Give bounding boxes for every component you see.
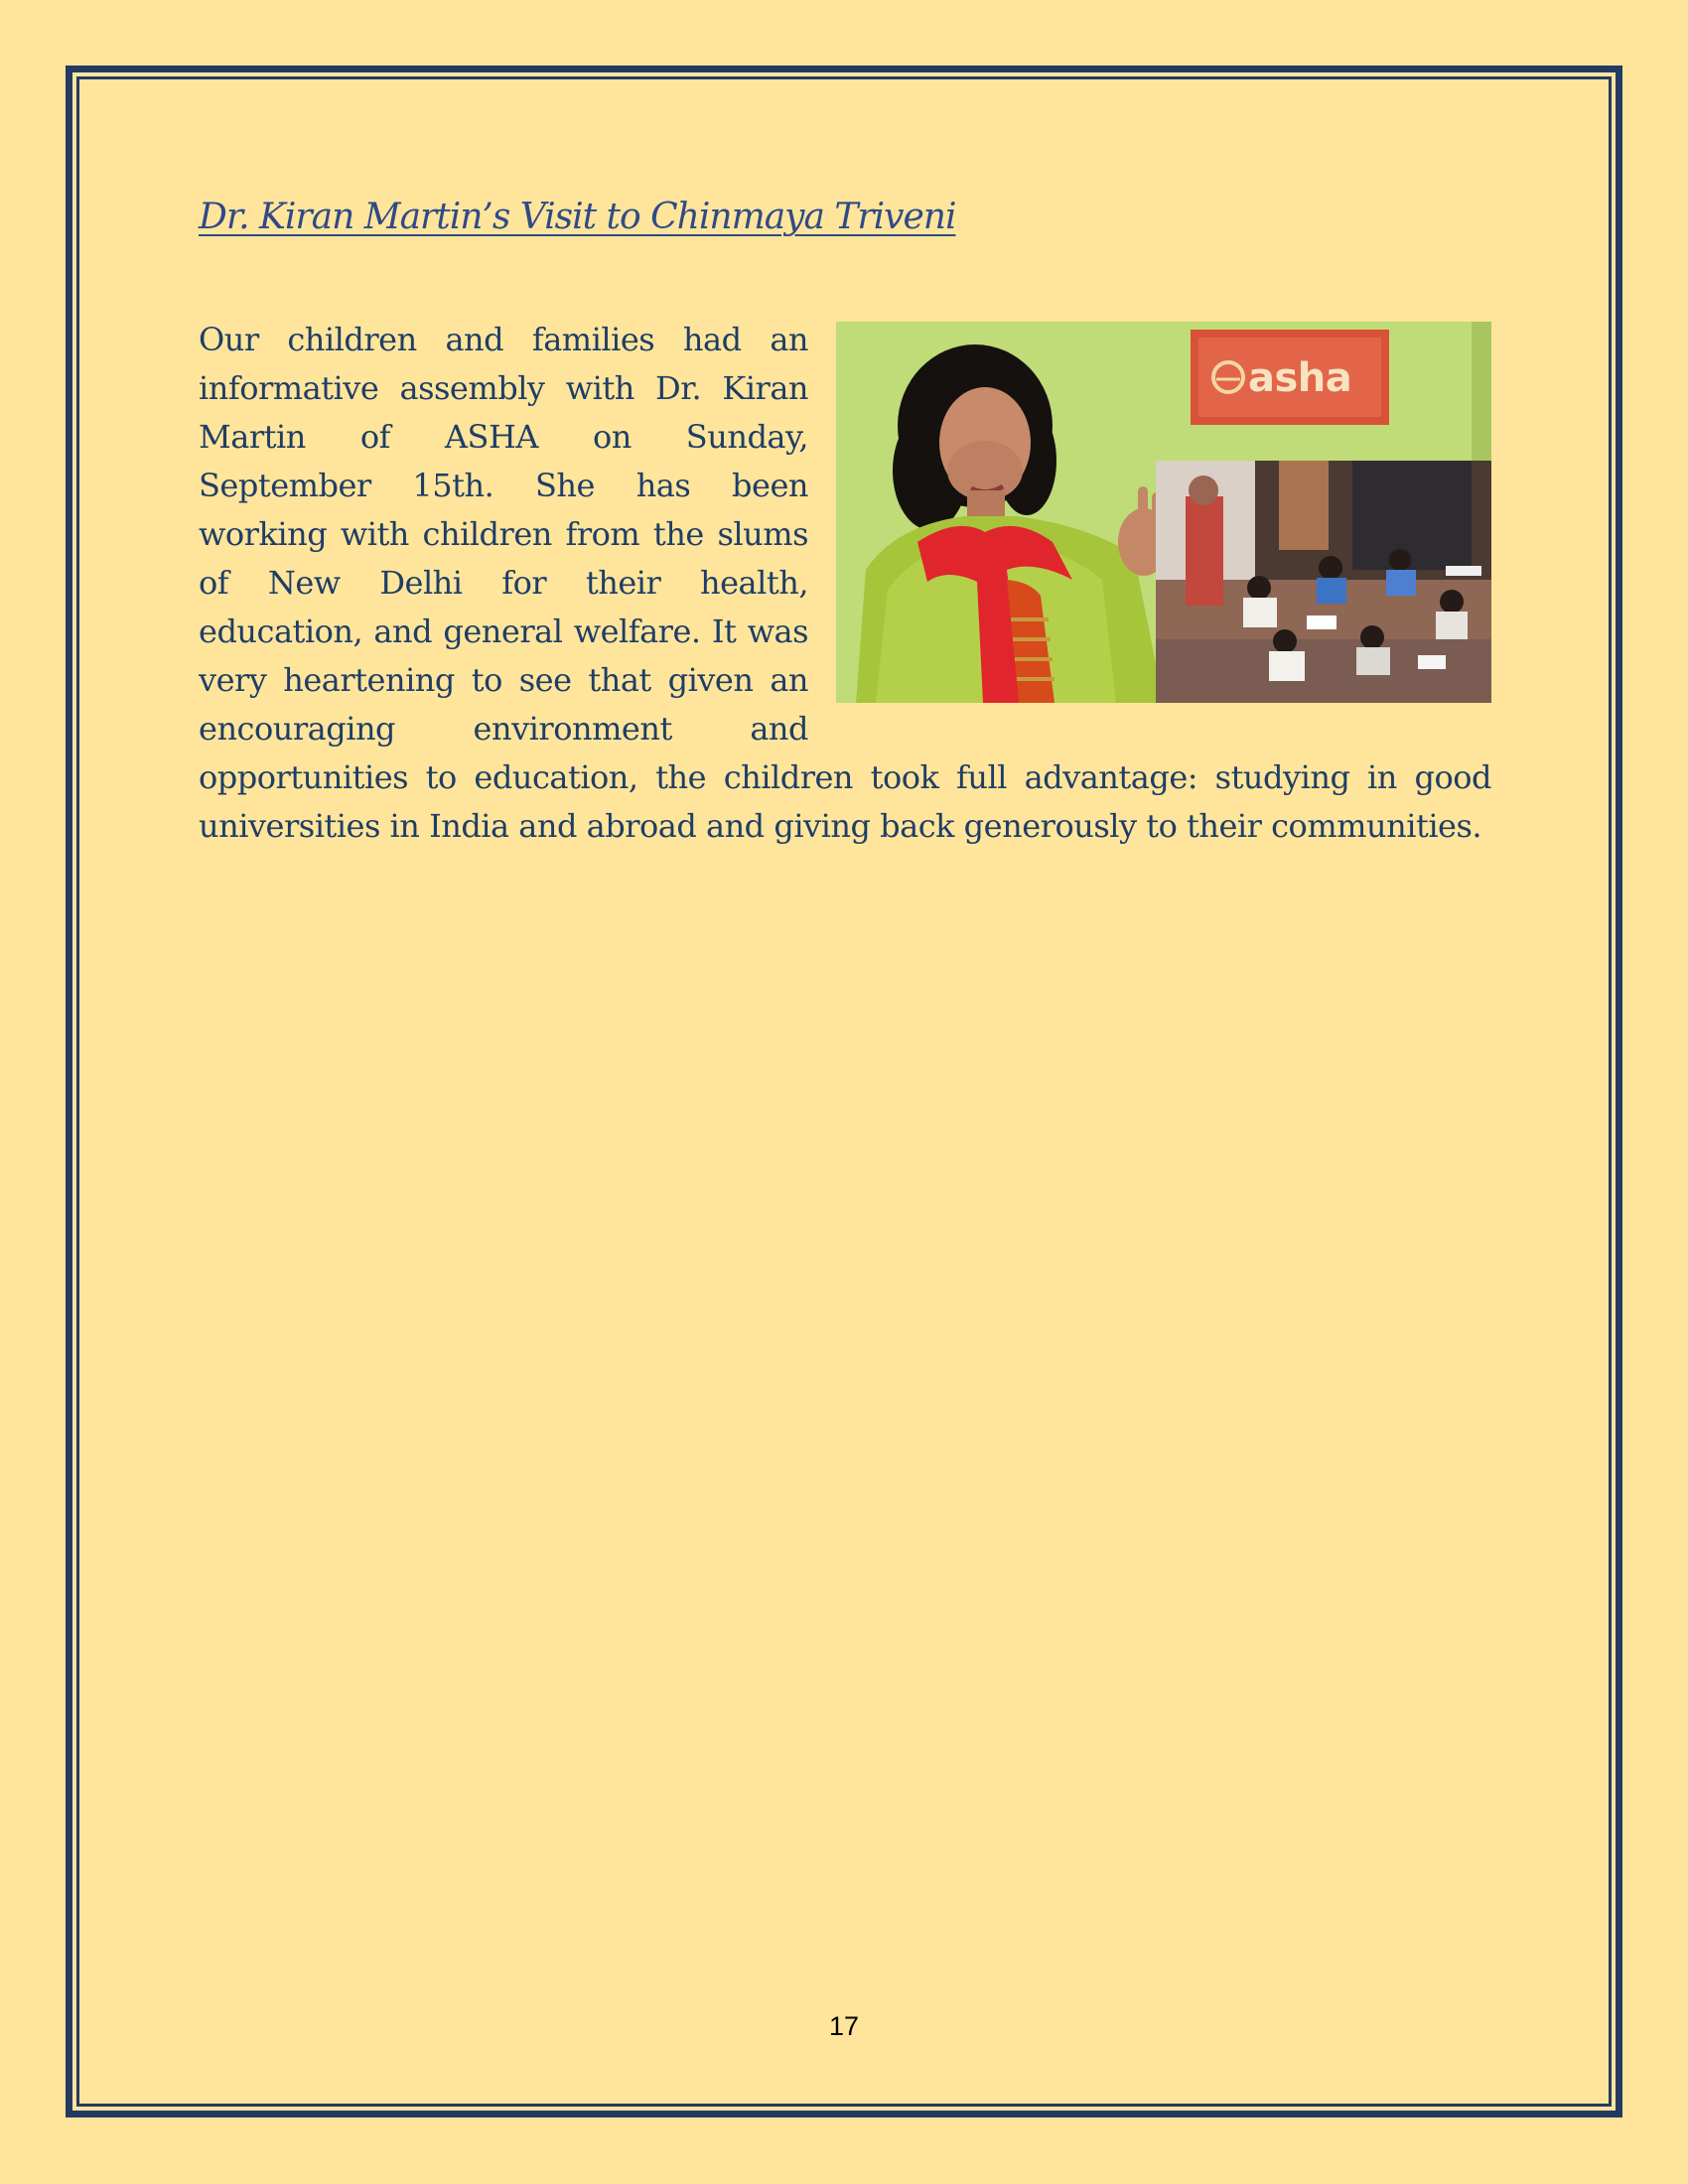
article-title: Dr. Kiran Martin’s Visit to Chinmaya Triveni: [199, 197, 956, 237]
article-section: [199, 316, 1491, 851]
article-body: Our children and families had an informative assembly with Dr. Kiran Martin of ASHA on Sunday, September 15th. She has been working with children from the slums of New Delhi for their health, education, and general welfare. It was very heartening to see that given an encouraging environment and opportunities to education, the children took full advantage: studying in good universities in India and abroad and giving back generously to their communities.: [199, 321, 1491, 845]
page-number: 17: [828, 2011, 860, 2041]
asha-sign-text: asha: [1248, 355, 1352, 401]
asha-photo-collage: [836, 322, 1491, 703]
